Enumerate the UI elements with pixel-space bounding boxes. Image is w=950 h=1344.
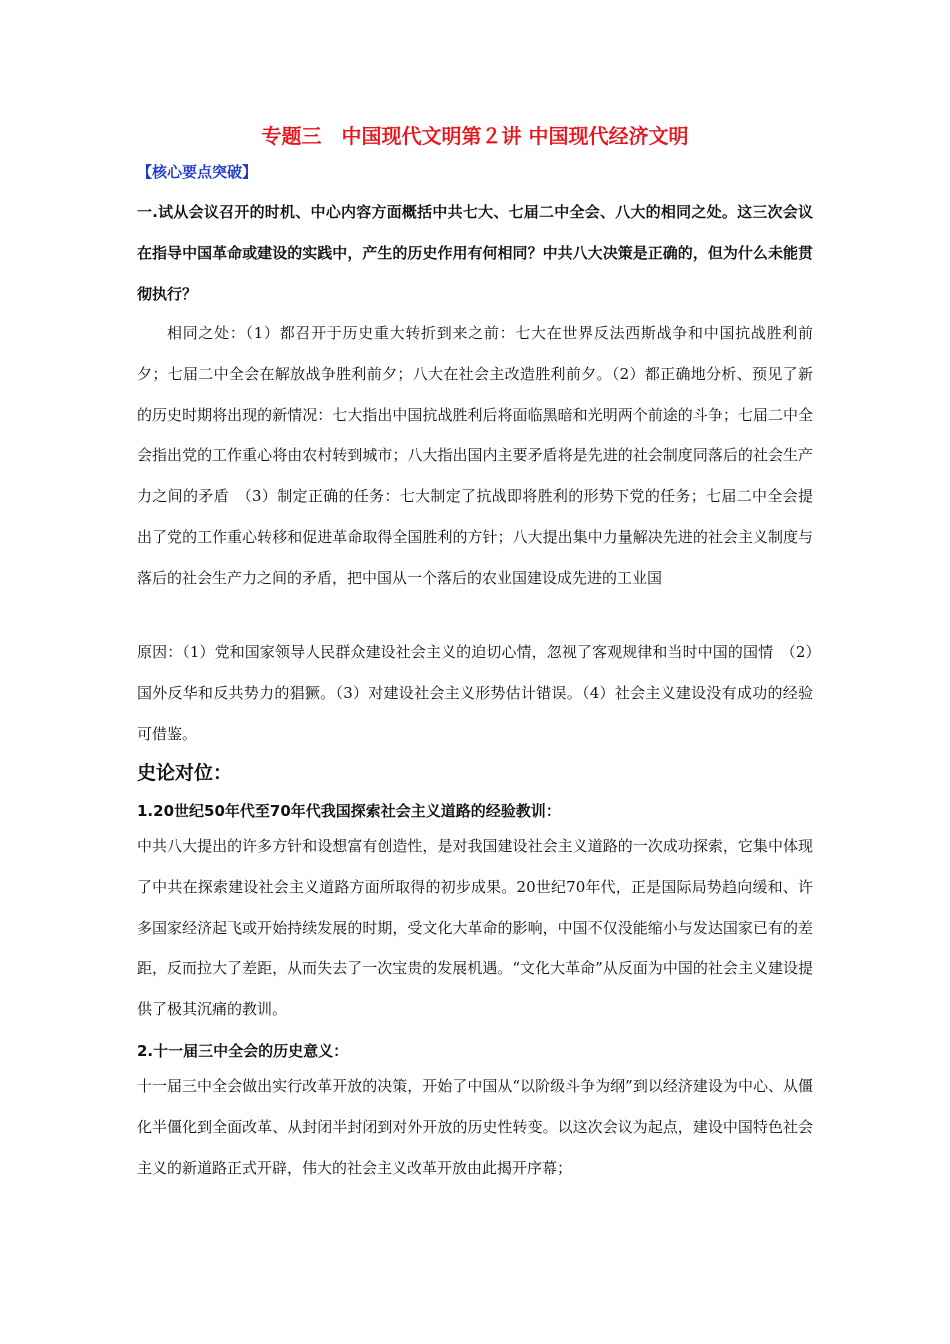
subsection-one-heading: 1.20世纪50年代至70年代我国探索社会主义道路的经验教训： — [137, 802, 561, 820]
subsection-two-body: 十一届三中全会做出实行改革开放的决策，开始了中国从“以阶级斗争为纲”到以经济建设为中心、从僵化半僵化到全面改革、从封闭半封闭到对外开放的历史性转变。以这次会议为起点，建设中国特色社会主义的新道路正式开辟，伟大的社会主义改革开放由此揭开序幕； — [137, 1077, 813, 1177]
document-title: 专题三 中国现代文明第２讲 中国现代经济文明 — [261, 124, 689, 148]
subsection-one-body: 中共八大提出的许多方针和设想富有创造性，是对我国建设社会主义道路的一次成功探索，它集中体现了中共在探索建设社会主义道路方面所取得的初步成果。20世纪70年代，正是国际局势趋向缓和、许多国家经济起飞或开始持续发展的时期，受文化大革命的影响，中国不仅没能缩小与发达国家已有的差距，反而拉大了差距，从而失去了一次宝贵的发展机遇。“文化大革命”从反面为中国的社会主义建设提供了极其沉痛的教训。 — [137, 837, 813, 1019]
similarities-paragraph: 相同之处：（1）都召开于历史重大转折到来之前：七大在世界反法西斯战争和中国抗战胜利前夕；七届二中全会在解放战争胜利前夕；八大在社会主改造胜利前夕。（2）都正确地分析、预见了新的历史时期将出现的新情况：七大指出中国抗战胜利后将面临黑暗和光明两个前途的斗争；七届二中全会指出党的工作重心将由农村转到城市；八大指出国内主要矛盾将是先进的社会制度同落后的社会生产力之间的矛盾 （3）制定正确的任务：七大制定了抗战即将胜利的形势下党的任务；七届二中全会提出了党的工作重心转移和促进革命取得全国胜利的方针；八大提出集中力量解决先进的社会主义制度与落后的社会生产力之间的矛盾，把中国从一个落后的农业国建设成先进的工业国 — [137, 324, 813, 587]
core-points-label: 【核心要点突破】 — [137, 163, 258, 181]
question-one: 一.试从会议召开的时机、中心内容方面概括中共七大、七届二中全会、八大的相同之处。这三次会议在指导中国革命或建设的实践中，产生的历史作用有何相同？中共八大决策是正确的，但为什么未能贯彻执行？ — [137, 203, 813, 303]
reasons-paragraph: 原因：（1）党和国家领导人民群众建设社会主义的迫切心情，忽视了客观规律和当时中国的国情 （2）国外反华和反共势力的猖獗。（3）对建设社会主义形势估计错误。（4）社会主义建设没有成功的经验可借鉴。 — [137, 643, 813, 743]
subsection-two-heading: 2.十一届三中全会的历史意义： — [137, 1042, 349, 1060]
section-heading: 史论对位： — [137, 762, 233, 784]
